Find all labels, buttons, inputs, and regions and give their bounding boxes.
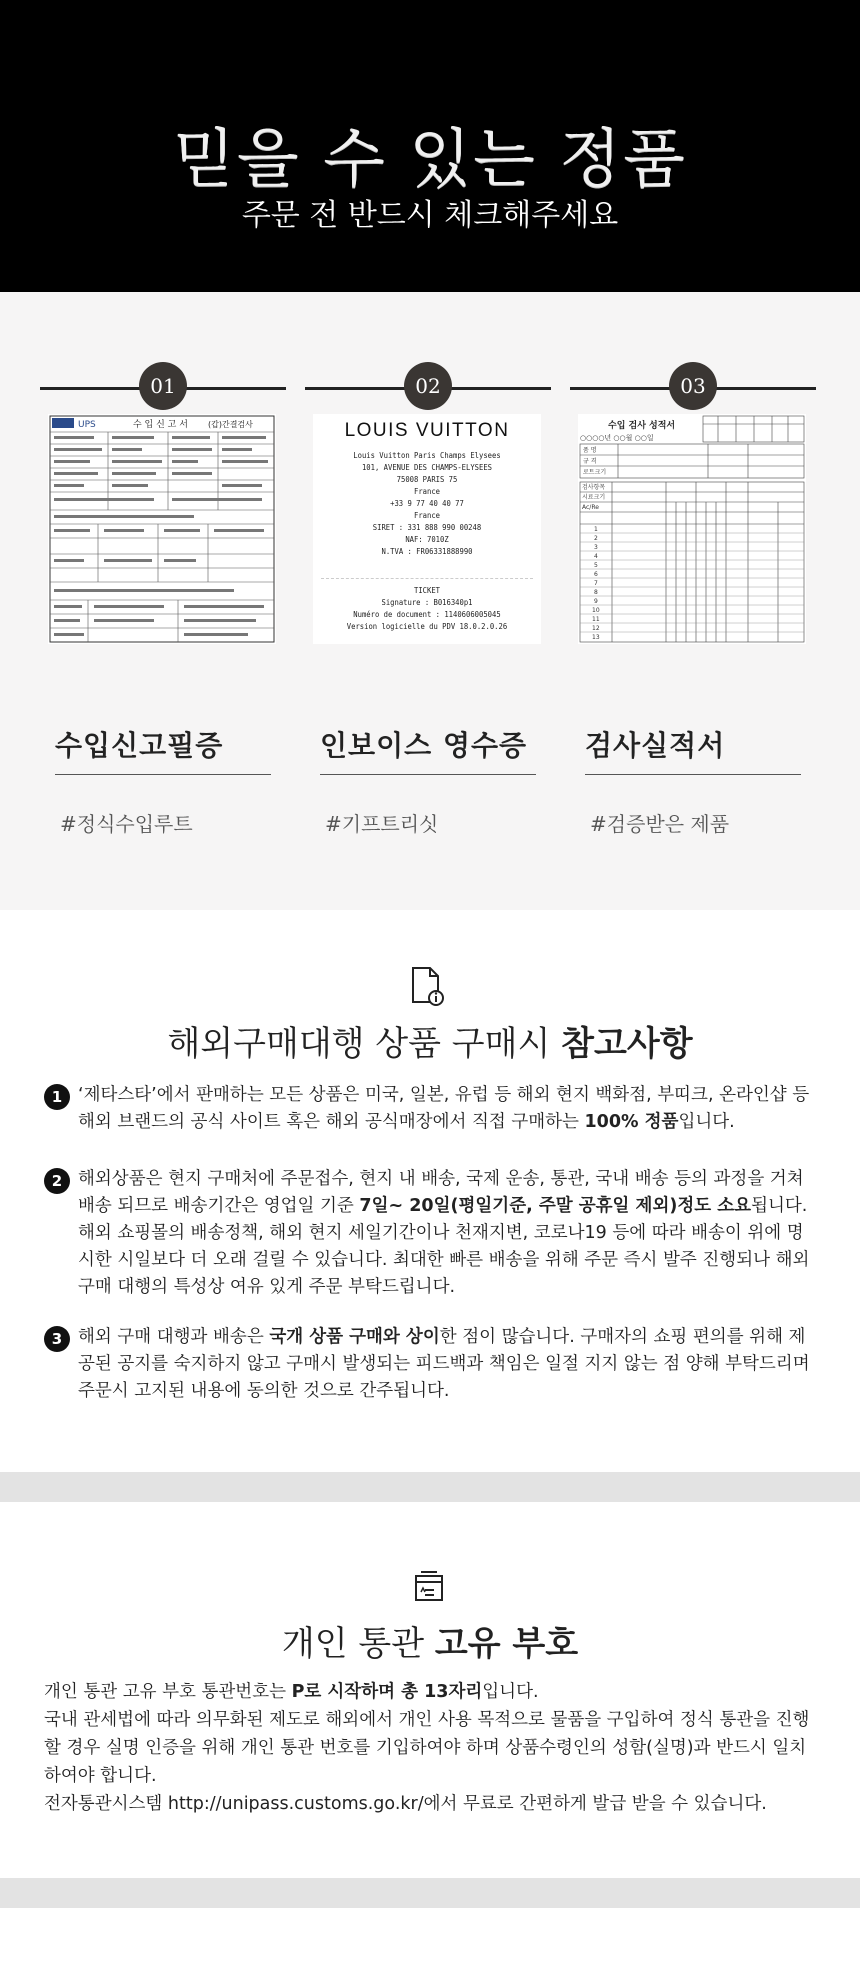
svg-text:10: 10: [592, 607, 600, 614]
hero-title: 믿을 수 있는 정품: [173, 123, 687, 197]
svg-text:13: 13: [592, 634, 600, 641]
receipt-line: 101, AVENUE DES CHAMPS-ELYSEES: [361, 463, 493, 472]
number-bullet: 2: [44, 1168, 70, 1194]
receipt-ticket-line: Version logicielle du PDV 18.0.2.0.26: [346, 622, 508, 631]
doc-card-import: [40, 292, 286, 910]
doc-card-invoice: [305, 292, 551, 910]
form-stamp: (갑)간결검사: [208, 420, 253, 429]
section-separator: [0, 1472, 860, 1502]
form-label: 시료크기: [582, 494, 606, 501]
receipt-line: NAF: 7010Z: [405, 535, 449, 544]
form-label: Ac/Re: [582, 504, 599, 511]
number-bullet: 1: [44, 1084, 70, 1110]
receipt-line: +33 9 77 40 40 77: [390, 499, 464, 508]
svg-text:11: 11: [592, 616, 600, 623]
svg-text:6: 6: [594, 571, 598, 578]
svg-text:7: 7: [594, 580, 598, 587]
invoice-receipt-image: [313, 414, 541, 644]
doc-card-inspection: [570, 292, 816, 910]
number-bullet: 3: [44, 1326, 70, 1352]
form-label: 품 명: [583, 447, 597, 454]
receipt-line: N.TVA : FR06331888990: [381, 547, 473, 556]
doc-title: 인보이스 영수증: [320, 724, 536, 775]
svg-text:4: 4: [594, 553, 598, 560]
doc-hashtag: #정식수입루트: [60, 812, 193, 836]
form-title: 수 입 신 고 서: [133, 420, 188, 430]
customs-description: 개인 통관 고유 부호 통관번호는 P로 시작하며 총 13자리입니다. 국내 관세법에 따라 의무화된 제도로 해외에서 개인 사용 목적으로 물품을 구입하여 정식 통관을 진행 할 경우 실명 인증을 위해 개인 통관 번호를 기입하여야 하며 상품수령인의 성함(실명)과 반드시 일치하여야 합니다. 전자통관시스템 http://unipass.customs.go.kr/에서 무료로 간편하게 발급 받을 수 있습니다.: [44, 1682, 810, 1814]
form-label: 검사항목: [582, 484, 606, 491]
form-label: 규 격: [583, 458, 597, 465]
form-date: ○○○○년 ○○월 ○○일: [580, 434, 654, 442]
section-separator: [0, 1878, 860, 1908]
receipt-line: Louis Vuitton Paris Champs Elysees: [353, 451, 501, 460]
customs-title: 개인 통관 고유 부호: [281, 1624, 579, 1664]
document-info-icon: [410, 966, 444, 1006]
receipt-line: France: [413, 511, 441, 520]
receipt-brand: LOUIS VUITTON: [344, 420, 510, 441]
step-number-badge: 01: [139, 362, 187, 410]
inspection-report-form: [578, 414, 806, 644]
notice-item: 3 해외 구매 대행과 배송은 국개 상품 구매와 상이한 점이 많습니다. 구매자의 쇼핑 편의를 위해 제공된 공지를 숙지하지 않고 구매시 발생되는 피드백과 책임은 일절 지지 않는 점 양해 부탁드리며 주문시 고지된 내용에 동의한 것으로 간주됩니다.: [44, 1324, 816, 1405]
purchase-notice-section: [0, 910, 860, 1470]
step-number-badge: 03: [669, 362, 717, 410]
svg-text:8: 8: [594, 589, 598, 596]
form-title: 수입 검사 성적서: [608, 421, 676, 431]
authenticity-documents: [0, 292, 860, 910]
svg-text:9: 9: [594, 598, 598, 605]
notice-item: 1 ‘제타스타’에서 판매하는 모든 상품은 미국, 일본, 유럽 등 해외 현지 백화점, 부띠크, 온라인샵 등 해외 브랜드의 공식 사이트 혹은 해외 공식매장에서 직접 구매하는 100% 정품입니다.: [44, 1082, 816, 1136]
doc-title: 수입신고필증: [55, 724, 271, 775]
notice-title: 해외구매대행 상품 구매시 참고사항: [167, 1024, 693, 1064]
customs-code-section: [0, 1502, 860, 1878]
receipt-line: SIRET : 331 888 990 00248: [372, 523, 482, 532]
hero-banner: [0, 0, 860, 292]
form-label: 로트크기: [583, 469, 607, 476]
import-declaration-form: [48, 414, 276, 644]
step-number-badge: 02: [404, 362, 452, 410]
doc-hashtag: #검증받은 제품: [590, 812, 730, 836]
id-card-icon: [412, 1570, 446, 1604]
receipt-ticket-line: TICKET: [413, 586, 441, 595]
receipt-ticket-line: Numéro de document : 1140606005045: [353, 610, 501, 619]
receipt-line: 75008 PARIS 75: [396, 475, 458, 484]
svg-text:2: 2: [594, 535, 598, 542]
inspection-report-image: [578, 414, 806, 644]
notice-item: 2 해외상품은 현지 구매처에 주문접수, 현지 내 배송, 국제 운송, 통관, 국내 배송 등의 과정을 거쳐 배송 되므로 배송기간은 영업일 기준 7일~ 20일(평일기준, 주말 공휴일 제외)정도 소요됩니다. 해외 쇼핑몰의 배송정책, 해외 현지 세일기간이나 천재지변, 코로나19 등에 따라 배송이 위에 명시한 시일보다 더 오래 걸릴 수 있습니다. 최대한 빠른 배송을 위해 주문 즉시 발주 진행되나 해외 구매 대행의 특성상 여유 있게 주문 부탁드립니다.: [44, 1166, 816, 1301]
receipt-line: France: [413, 487, 441, 496]
hero-subtitle: 주문 전 반드시 체크해주세요: [241, 198, 619, 233]
svg-text:1: 1: [594, 526, 598, 533]
form-logo: UPS: [78, 420, 96, 430]
doc-title: 검사실적서: [585, 724, 801, 775]
svg-text:5: 5: [594, 562, 598, 569]
doc-hashtag: #기프트리싯: [325, 812, 439, 836]
svg-text:3: 3: [594, 544, 598, 551]
receipt-ticket-line: Signature : B016340p1: [381, 598, 473, 607]
svg-text:12: 12: [592, 625, 600, 632]
import-declaration-image: [48, 414, 276, 644]
